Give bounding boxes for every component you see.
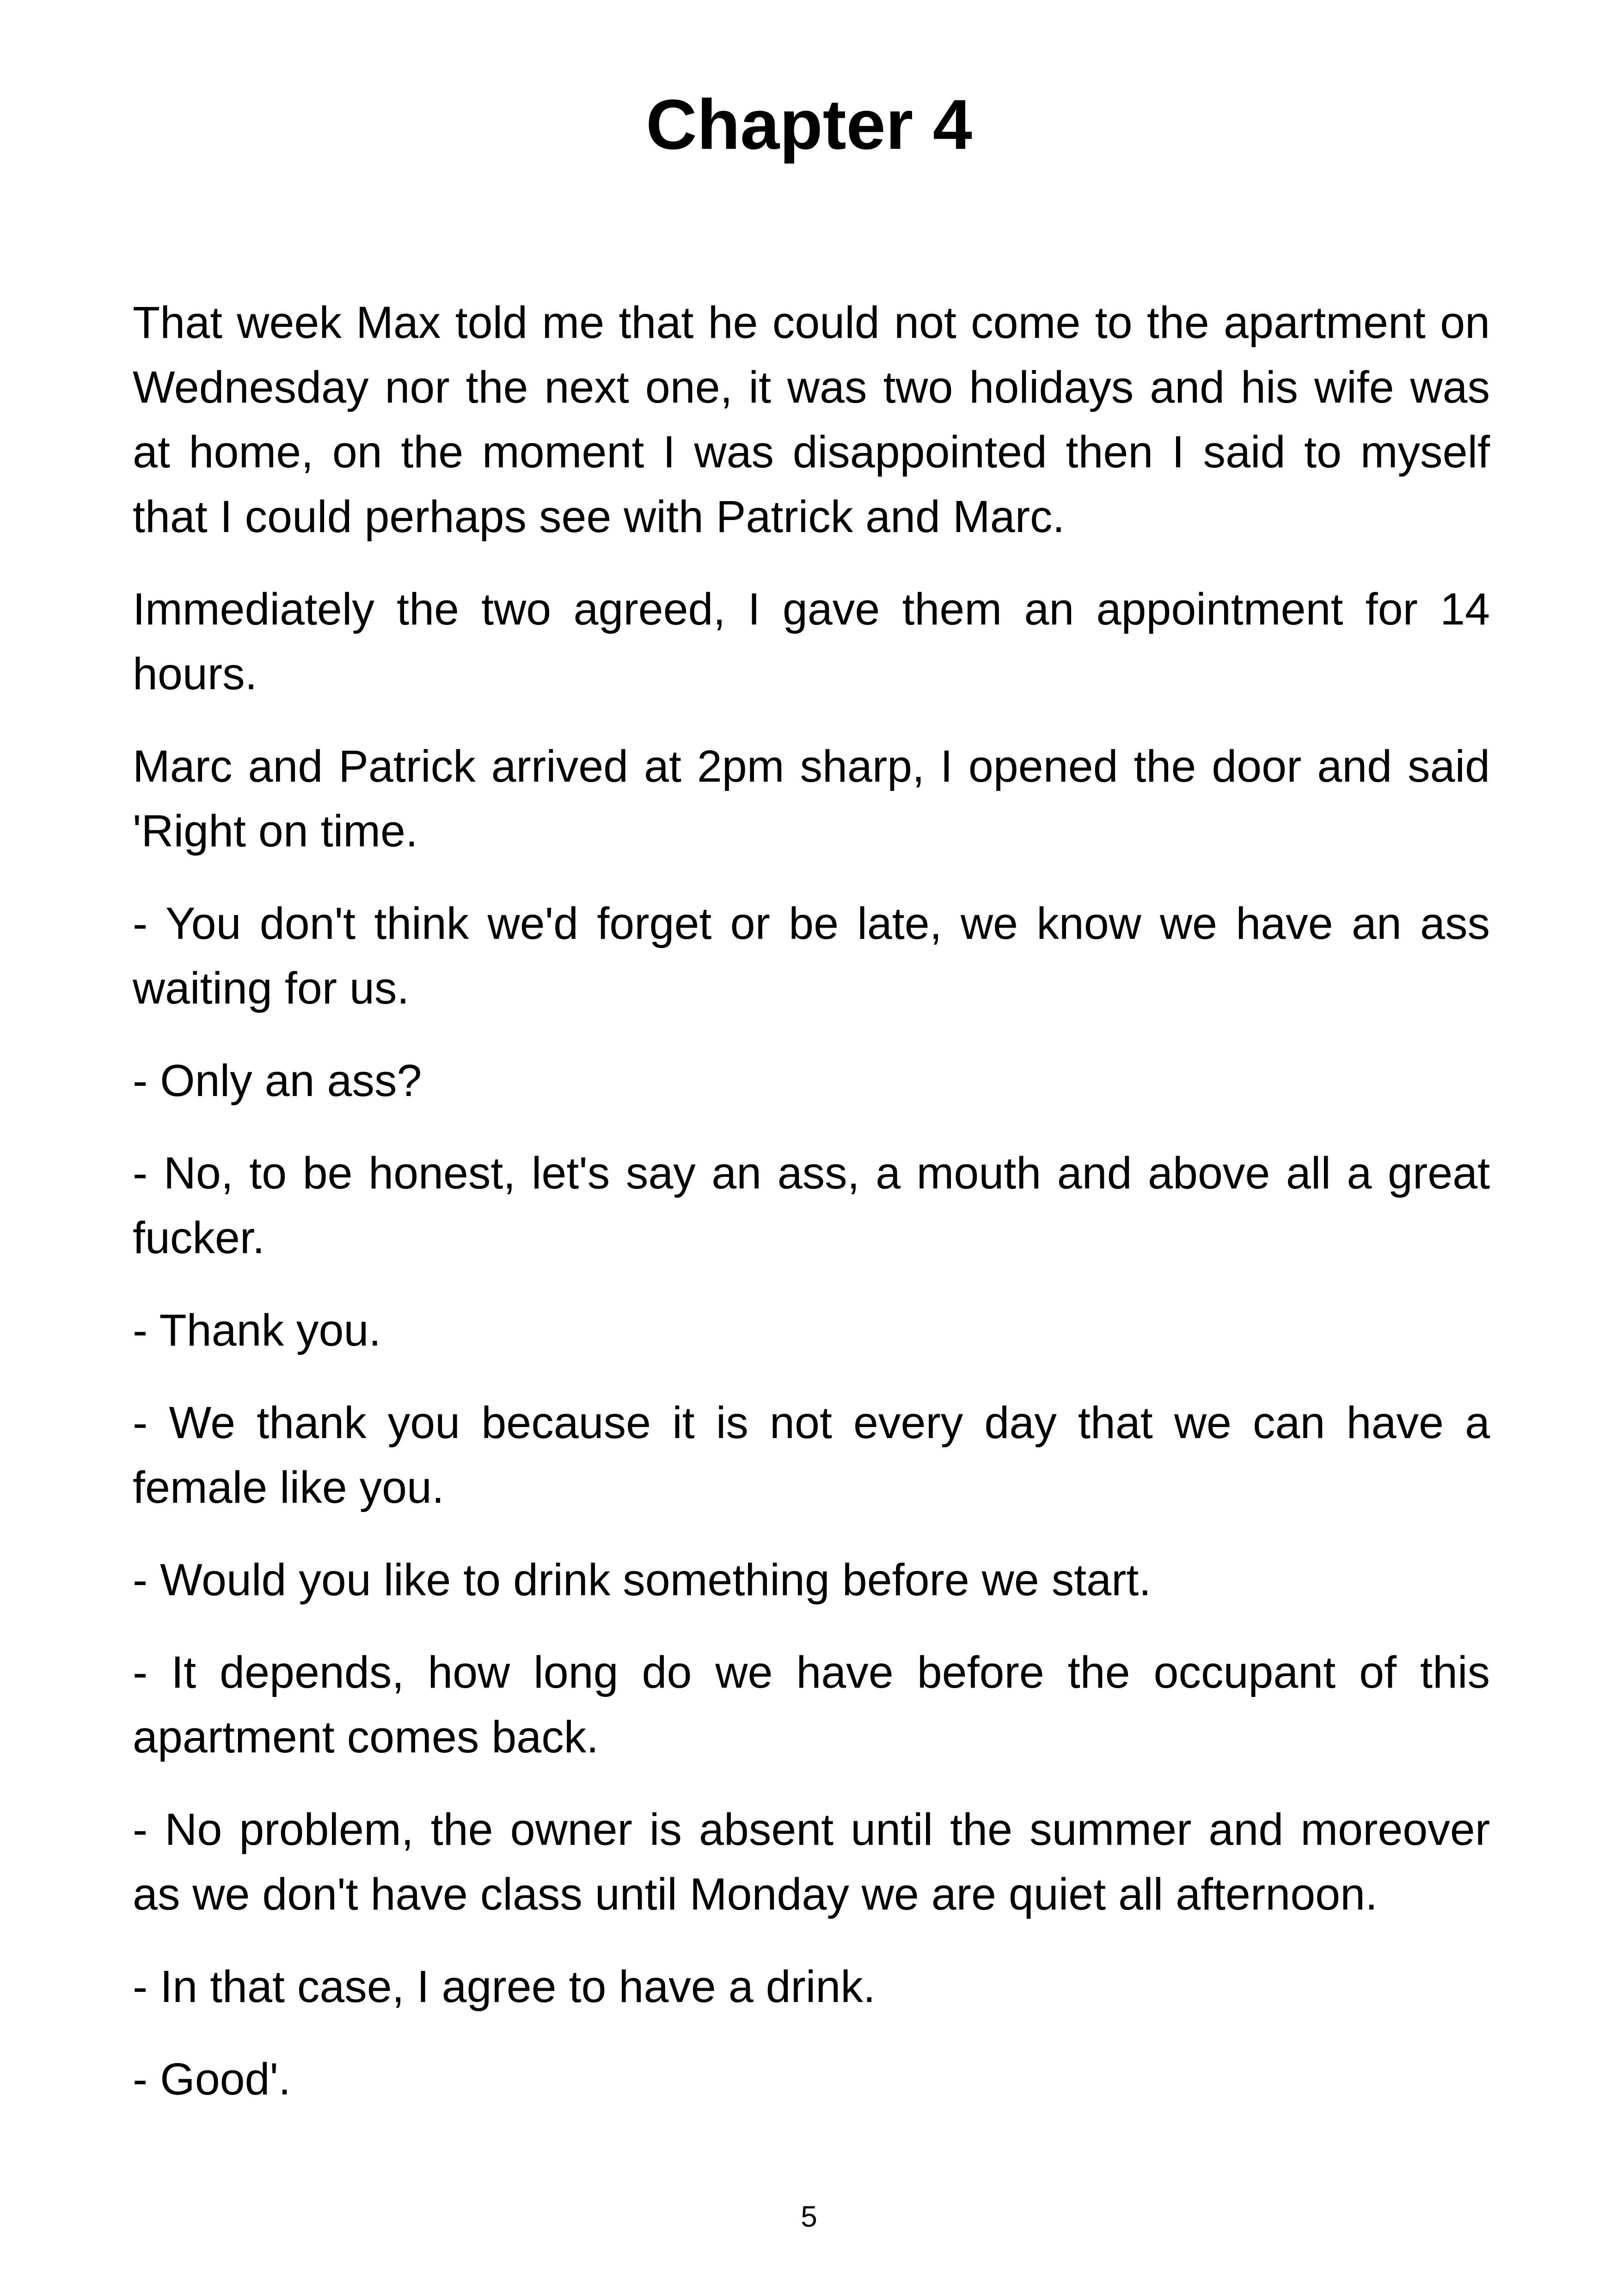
dialogue-line: - In that case, I agree to have a drink.: [133, 1961, 876, 2012]
page-number: 5: [801, 2200, 817, 2233]
chapter-title: Chapter 4: [646, 85, 972, 164]
dialogue-line: - Thank you.: [133, 1305, 381, 1355]
paragraph: Immediately the two agreed, I gave them an appointment for 14 hours.: [133, 584, 1490, 699]
dialogue-line: - No problem, the owner is absent until the summer and moreover as we don't have class until Monday we are quiet all afternoon.: [133, 1804, 1490, 1919]
dialogue-line: - You don't think we'd forget or be late, we know we have an ass waiting for us.: [133, 898, 1490, 1013]
dialogue-line: - No, to be honest, let's say an ass, a mouth and above all a great fucker.: [133, 1148, 1490, 1263]
dialogue-line: - Only an ass?: [133, 1055, 422, 1106]
paragraph: That week Max told me that he could not come to the apartment on Wednesday nor the next one, it was two holidays and his wife was at home, on the moment I was disappointed then I said to myself that I could perhaps see with Patrick and Marc.: [133, 297, 1490, 542]
dialogue-line: - We thank you because it is not every day that we can have a female like you.: [133, 1397, 1490, 1512]
dialogue-line: - Would you like to drink something before we start.: [133, 1555, 1152, 1605]
dialogue-line: - Good'.: [133, 2054, 291, 2104]
body-text: [133, 290, 1490, 2139]
paragraph: Marc and Patrick arrived at 2pm sharp, I opened the door and said 'Right on time.: [133, 741, 1490, 856]
dialogue-line: - It depends, how long do we have before the occupant of this apartment comes back.: [133, 1647, 1490, 1762]
